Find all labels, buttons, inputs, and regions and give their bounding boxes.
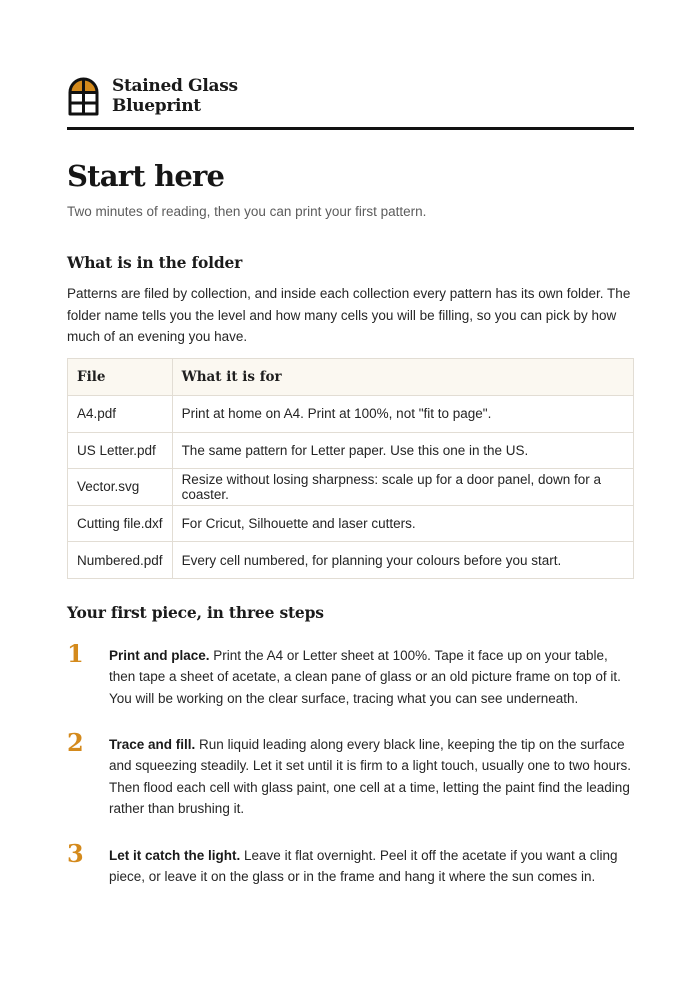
steps-heading: Your first piece, in three steps <box>67 603 324 622</box>
table-header-row <box>68 359 634 396</box>
file-name-cell: Cutting file.dxf <box>68 505 173 542</box>
step-number: 1 <box>67 639 84 668</box>
step-lead: Trace and fill. <box>109 737 196 752</box>
file-purpose-cell: Print at home on A4. Print at 100%, not "fit to page". <box>172 396 633 433</box>
file-name-cell: US Letter.pdf <box>68 432 173 469</box>
file-name-cell: Vector.svg <box>68 469 173 506</box>
table-row <box>68 432 634 469</box>
step-body: Leave it flat overnight. Peel it off the acetate if you want a cling piece, or leave it on the glass or in the frame and hang it where the sun comes in. <box>109 848 618 885</box>
table-row <box>68 505 634 542</box>
step-number: 2 <box>67 728 84 757</box>
brand-header <box>67 76 238 116</box>
step-text <box>109 734 634 819</box>
brand-name <box>112 76 238 116</box>
file-purpose-cell: Every cell numbered, for planning your colours before you start. <box>172 542 633 579</box>
step-body: Print the A4 or Letter sheet at 100%. Tape it face up on your table, then tape a sheet of acetate, a clean pane of glass or an old picture frame on top of it. You will be working on the clear surface, tracing what you can see underneath. <box>109 648 621 706</box>
arched-window-icon <box>67 76 100 116</box>
files-table <box>67 358 634 579</box>
file-purpose-cell: Resize without losing sharpness: scale up for a door panel, down for a coaster. <box>172 469 633 506</box>
step-text <box>109 645 634 709</box>
header-divider <box>67 127 634 130</box>
file-name-cell: Numbered.pdf <box>68 542 173 579</box>
table-row <box>68 542 634 579</box>
step-number: 3 <box>67 839 84 868</box>
table-row <box>68 396 634 433</box>
file-purpose-cell: The same pattern for Letter paper. Use this one in the US. <box>172 432 633 469</box>
file-purpose-cell: For Cricut, Silhouette and laser cutters. <box>172 505 633 542</box>
step-text <box>109 845 634 888</box>
step-body: Run liquid leading along every black line, keeping the tip on the surface and squeezing steadily. Let it set until it is firm to a light touch, usually one to two hours. Then flood each cell with glass paint, one cell at a time, letting the paint find the leading rather than brushing it. <box>109 737 632 816</box>
column-header-purpose: What it is for <box>172 359 633 396</box>
brand-name-line1: Stained Glass <box>112 76 238 96</box>
folder-intro: Patterns are filed by collection, and inside each collection every pattern has its own folder. The folder name tells you the level and how many cells you will be filling, so you can pick by how much of an evening you have. <box>67 286 631 344</box>
step-lead: Let it catch the light. <box>109 848 241 863</box>
page-subtitle: Two minutes of reading, then you can print your first pattern. <box>67 204 427 219</box>
table-row <box>68 469 634 506</box>
brand-name-line2: Blueprint <box>112 96 201 116</box>
step-lead: Print and place. <box>109 648 210 663</box>
column-header-file: File <box>68 359 173 396</box>
file-name-cell: A4.pdf <box>68 396 173 433</box>
folder-heading: What is in the folder <box>67 253 243 272</box>
page-title: Start here <box>67 159 225 193</box>
